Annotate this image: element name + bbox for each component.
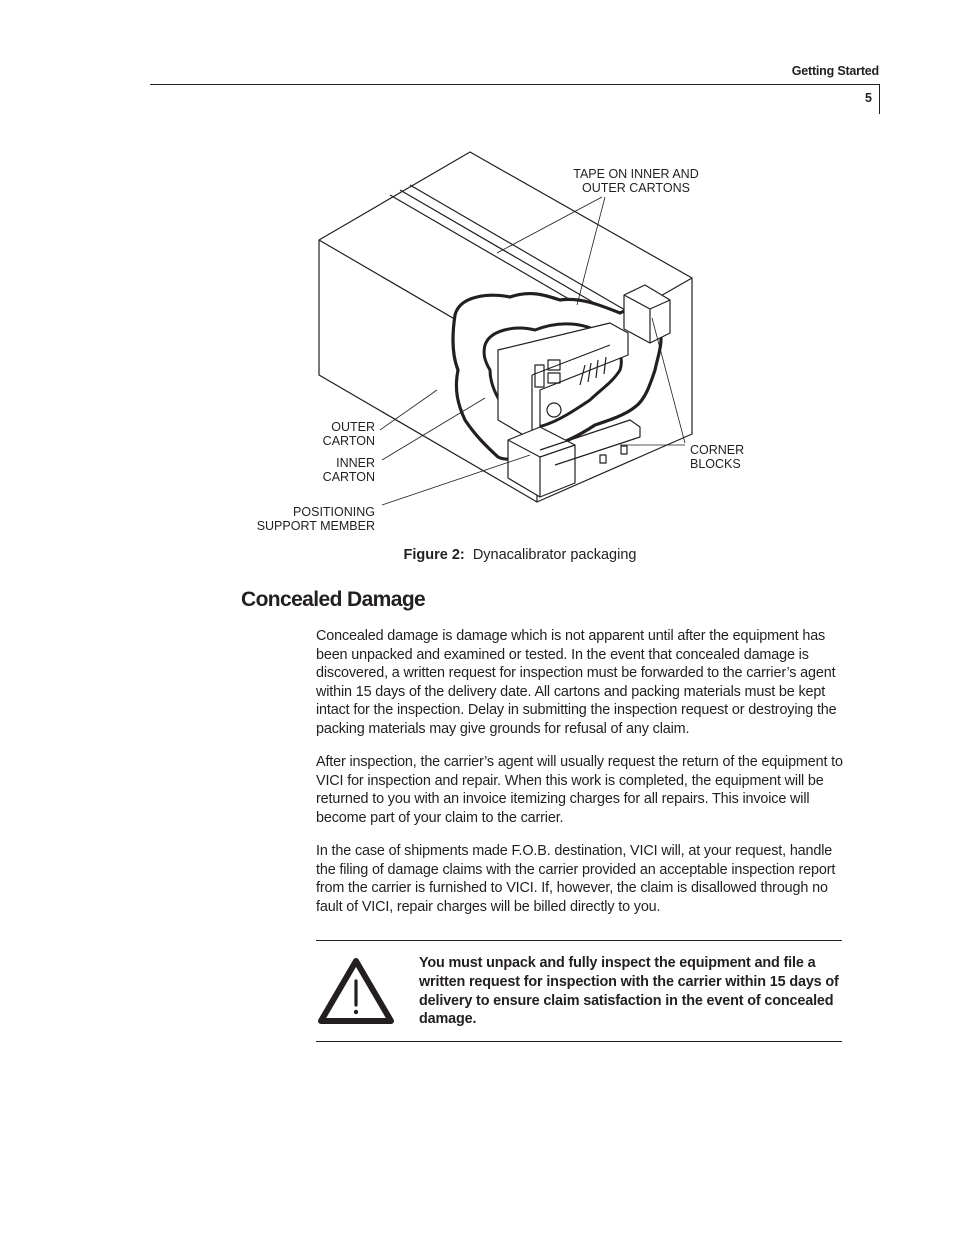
paragraph-3: In the case of shipments made F.O.B. destination, VICI will, at your request, handle the filing of damage claims with the carrier provided an acceptable inspection report from the carrier is furnished to VICI. If, however, the claim is disallowed through no fault of VICI, repair charges will be billed directly to you. <box>316 843 836 915</box>
warning-callout <box>316 940 842 1042</box>
label-inner-carton: INNER CARTON <box>322 456 375 484</box>
header-rule <box>150 84 880 85</box>
page-number-rule <box>879 84 880 114</box>
figure-caption-prefix: Figure 2: <box>403 547 465 563</box>
warning-triangle-icon <box>318 957 394 1025</box>
label-outer-carton: OUTER CARTON <box>322 420 375 448</box>
label-corner-blocks: CORNER BLOCKS <box>690 443 745 471</box>
figure-caption <box>240 547 800 563</box>
figure-caption-text: Dynacalibrator packaging <box>472 547 637 563</box>
running-header-title: Getting Started <box>791 64 879 78</box>
section-heading: Concealed Damage <box>241 588 426 611</box>
label-tape: TAPE ON INNER AND OUTER CARTONS <box>573 167 699 195</box>
page-number: 5 <box>865 91 872 105</box>
label-positioning-support: POSITIONING SUPPORT MEMBER <box>256 505 375 533</box>
warning-text: You must unpack and fully inspect the equipment and file a written request for inspection with the carrier within 15 days of delivery to ensure claim satisfaction in the event of concealed damage. <box>419 955 839 1028</box>
paragraph-1: Concealed damage is damage which is not apparent until after the equipment has been unpacked and examined or tested. In the event that concealed damage is discovered, a written request for inspection must be forwarded to the carrier’s agent within 15 days of the delivery date. All cartons and packing materials must be kept intact for the inspection. Delay in submitting the inspection request or destroying the packing materials may give grounds for refusal of any claim. <box>316 628 837 737</box>
paragraph-2: After inspection, the carrier’s agent will usually request the return of the equipment to VICI for inspection and repair. When this work is completed, the equipment will be returned to you with an invoice itemizing charges for all repairs. This invoice will become part of your claim to the carrier. <box>316 754 843 826</box>
packaging-figure <box>240 145 770 533</box>
